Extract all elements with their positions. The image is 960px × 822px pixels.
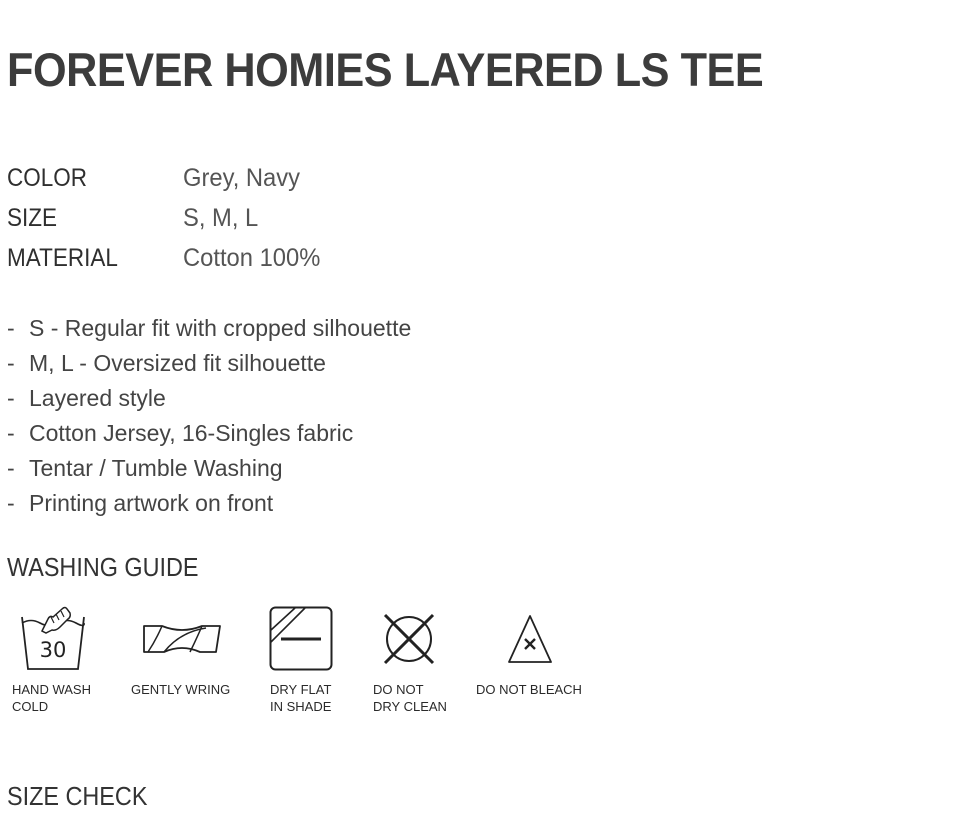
spec-label: MATERIAL [7,243,118,272]
wring-icon [140,620,224,658]
temperature-label: 30 [39,638,67,662]
dry-flat-shade-icon [269,606,333,671]
care-label-hand-wash: HAND WASH COLD [12,682,91,714]
hand-wash-icon [18,603,88,675]
washing-guide-heading: WASHING GUIDE [7,552,199,582]
spec-row-material [7,238,328,278]
care-label-no-bleach: DO NOT BLEACH [476,682,582,697]
feature-item [7,381,411,416]
bullet-dash: - [7,385,15,411]
bullet-dash: - [7,490,15,516]
feature-text: Tentar / Tumble Washing [29,455,283,481]
feature-item [7,311,411,346]
care-label-no-dry-clean: DO NOT DRY CLEAN [373,682,447,714]
spec-row-size [7,198,328,238]
spec-label: COLOR [7,163,88,192]
feature-text: M, L - Oversized fit silhouette [29,350,326,376]
care-label-wring: GENTLY WRING [131,682,231,697]
feature-list [7,311,411,521]
feature-text: Cotton Jersey, 16-Singles fabric [29,420,354,446]
feature-text: Printing artwork on front [29,490,274,516]
feature-text: S - Regular fit with cropped silhouette [29,315,412,341]
bullet-dash: - [7,350,15,376]
feature-item [7,451,411,486]
feature-text: Layered style [29,385,166,411]
spec-table [7,158,328,278]
spec-label: SIZE [7,203,58,232]
size-check-heading: SIZE CHECK [7,781,148,811]
feature-item [7,416,411,451]
feature-item [7,486,411,521]
product-title: FOREVER HOMIES LAYERED LS TEE [7,43,764,96]
care-label-dry-flat: DRY FLAT IN SHADE [270,682,332,714]
spec-value: Cotton 100% [183,243,321,272]
bullet-dash: - [7,315,15,341]
bullet-dash: - [7,455,15,481]
feature-item [7,346,411,381]
spec-value: S, M, L [183,203,259,232]
no-dry-clean-icon [381,611,437,667]
bullet-dash: - [7,420,15,446]
no-bleach-icon [506,613,554,665]
spec-row-color [7,158,328,198]
spec-value: Grey, Navy [183,163,301,192]
